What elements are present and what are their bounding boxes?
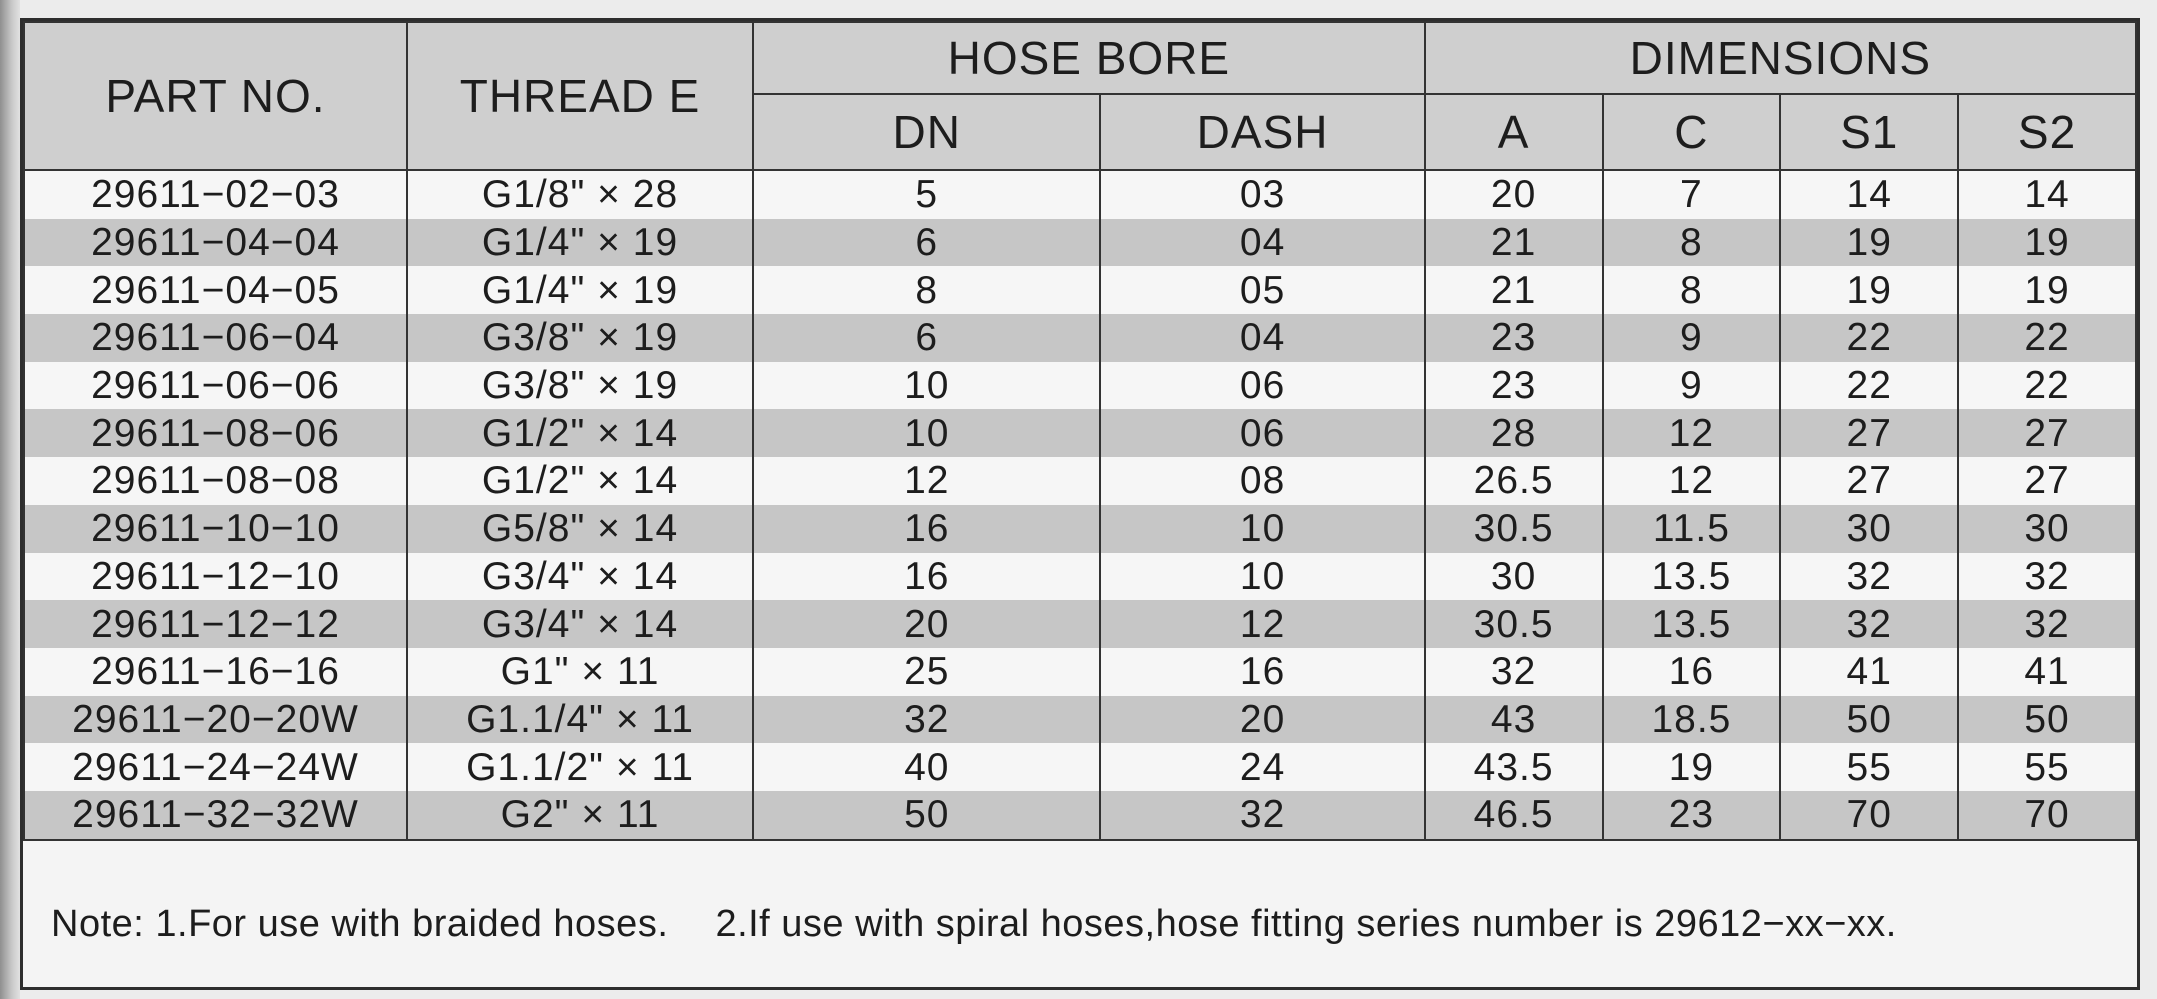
cell-dn: 5 (753, 170, 1100, 219)
cell-dn: 6 (753, 314, 1100, 362)
cell-s2: 41 (1958, 648, 2136, 696)
table-row (24, 457, 2136, 505)
page-edge-shadow (0, 0, 20, 999)
table-row (24, 170, 2136, 219)
cell-part-no: 29611−12−12 (24, 600, 407, 648)
cell-part-no: 29611−16−16 (24, 648, 407, 696)
table-row (24, 362, 2136, 410)
header-c: C (1603, 94, 1781, 170)
header-dimensions: DIMENSIONS (1425, 22, 2136, 94)
cell-dn: 16 (753, 553, 1100, 601)
cell-s2: 55 (1958, 743, 2136, 791)
cell-part-no: 29611−10−10 (24, 505, 407, 553)
cell-a: 46.5 (1425, 791, 1603, 840)
cell-c: 19 (1603, 743, 1781, 791)
cell-a: 21 (1425, 266, 1603, 314)
cell-s1: 55 (1780, 743, 1958, 791)
table-row (24, 553, 2136, 601)
header-s2: S2 (1958, 94, 2136, 170)
cell-part-no: 29611−06−06 (24, 362, 407, 410)
cell-a: 21 (1425, 219, 1603, 267)
table-row (24, 266, 2136, 314)
footnote-spiral: 2.If use with spiral hoses,hose fitting series number is 29612−xx−xx. (715, 903, 1897, 945)
cell-thread: G3/8" × 19 (407, 314, 753, 362)
cell-dash: 04 (1100, 219, 1424, 267)
cell-a: 23 (1425, 314, 1603, 362)
cell-dash: 10 (1100, 553, 1424, 601)
table-row (24, 648, 2136, 696)
cell-dn: 40 (753, 743, 1100, 791)
cell-s1: 41 (1780, 648, 1958, 696)
cell-part-no: 29611−04−04 (24, 219, 407, 267)
cell-c: 8 (1603, 266, 1781, 314)
cell-dash: 06 (1100, 409, 1424, 457)
cell-thread: G1/4" × 19 (407, 219, 753, 267)
cell-dash: 05 (1100, 266, 1424, 314)
cell-c: 11.5 (1603, 505, 1781, 553)
header-dn: DN (753, 94, 1100, 170)
cell-dn: 8 (753, 266, 1100, 314)
cell-dash: 08 (1100, 457, 1424, 505)
cell-s2: 30 (1958, 505, 2136, 553)
cell-s2: 27 (1958, 409, 2136, 457)
cell-dn: 50 (753, 791, 1100, 840)
cell-a: 43 (1425, 696, 1603, 744)
cell-c: 16 (1603, 648, 1781, 696)
cell-a: 30 (1425, 553, 1603, 601)
cell-c: 23 (1603, 791, 1781, 840)
table-row (24, 696, 2136, 744)
table-row (24, 505, 2136, 553)
cell-s2: 70 (1958, 791, 2136, 840)
cell-dn: 32 (753, 696, 1100, 744)
cell-dash: 24 (1100, 743, 1424, 791)
cell-s1: 27 (1780, 409, 1958, 457)
cell-part-no: 29611−32−32W (24, 791, 407, 840)
header-part-no: PART NO. (24, 22, 407, 170)
table-row (24, 600, 2136, 648)
cell-s1: 22 (1780, 362, 1958, 410)
cell-part-no: 29611−02−03 (24, 170, 407, 219)
header-dash: DASH (1100, 94, 1424, 170)
table-row (24, 219, 2136, 267)
cell-part-no: 29611−06−04 (24, 314, 407, 362)
cell-thread: G1/8" × 28 (407, 170, 753, 219)
cell-dn: 16 (753, 505, 1100, 553)
cell-c: 7 (1603, 170, 1781, 219)
cell-thread: G2" × 11 (407, 791, 753, 840)
footnote-braided: Note: 1.For use with braided hoses. (51, 903, 669, 945)
cell-dn: 6 (753, 219, 1100, 267)
cell-thread: G1.1/4" × 11 (407, 696, 753, 744)
cell-part-no: 29611−12−10 (24, 553, 407, 601)
cell-dash: 10 (1100, 505, 1424, 553)
cell-s1: 22 (1780, 314, 1958, 362)
cell-s1: 30 (1780, 505, 1958, 553)
cell-thread: G1/2" × 14 (407, 457, 753, 505)
cell-c: 8 (1603, 219, 1781, 267)
cell-dn: 10 (753, 409, 1100, 457)
cell-thread: G3/4" × 14 (407, 600, 753, 648)
cell-c: 13.5 (1603, 600, 1781, 648)
cell-s1: 70 (1780, 791, 1958, 840)
cell-thread: G1/4" × 19 (407, 266, 753, 314)
spec-sheet (20, 18, 2140, 990)
hose-fitting-spec-table (23, 21, 2137, 841)
cell-thread: G1" × 11 (407, 648, 753, 696)
cell-dash: 06 (1100, 362, 1424, 410)
cell-s2: 50 (1958, 696, 2136, 744)
cell-thread: G3/8" × 19 (407, 362, 753, 410)
cell-c: 9 (1603, 314, 1781, 362)
cell-thread: G1/2" × 14 (407, 409, 753, 457)
cell-c: 18.5 (1603, 696, 1781, 744)
cell-a: 32 (1425, 648, 1603, 696)
footnote (51, 903, 1897, 946)
cell-a: 43.5 (1425, 743, 1603, 791)
cell-part-no: 29611−04−05 (24, 266, 407, 314)
cell-s2: 19 (1958, 266, 2136, 314)
cell-part-no: 29611−08−06 (24, 409, 407, 457)
cell-s2: 22 (1958, 362, 2136, 410)
cell-dash: 04 (1100, 314, 1424, 362)
cell-s1: 19 (1780, 219, 1958, 267)
cell-s1: 27 (1780, 457, 1958, 505)
cell-thread: G3/4" × 14 (407, 553, 753, 601)
cell-dash: 20 (1100, 696, 1424, 744)
cell-dash: 12 (1100, 600, 1424, 648)
cell-dash: 03 (1100, 170, 1424, 219)
cell-c: 9 (1603, 362, 1781, 410)
table-row (24, 791, 2136, 840)
cell-s2: 27 (1958, 457, 2136, 505)
cell-dn: 25 (753, 648, 1100, 696)
cell-a: 30.5 (1425, 505, 1603, 553)
cell-a: 30.5 (1425, 600, 1603, 648)
cell-dn: 10 (753, 362, 1100, 410)
cell-s2: 19 (1958, 219, 2136, 267)
cell-s1: 50 (1780, 696, 1958, 744)
cell-part-no: 29611−24−24W (24, 743, 407, 791)
table-row (24, 409, 2136, 457)
cell-a: 23 (1425, 362, 1603, 410)
cell-c: 13.5 (1603, 553, 1781, 601)
cell-a: 20 (1425, 170, 1603, 219)
cell-a: 26.5 (1425, 457, 1603, 505)
header-hose-bore: HOSE BORE (753, 22, 1425, 94)
cell-s2: 14 (1958, 170, 2136, 219)
cell-s2: 32 (1958, 600, 2136, 648)
cell-part-no: 29611−20−20W (24, 696, 407, 744)
header-s1: S1 (1780, 94, 1958, 170)
table-row (24, 314, 2136, 362)
cell-part-no: 29611−08−08 (24, 457, 407, 505)
cell-thread: G1.1/2" × 11 (407, 743, 753, 791)
header-a: A (1425, 94, 1603, 170)
cell-dash: 32 (1100, 791, 1424, 840)
cell-c: 12 (1603, 409, 1781, 457)
cell-s1: 32 (1780, 600, 1958, 648)
cell-dn: 12 (753, 457, 1100, 505)
cell-a: 28 (1425, 409, 1603, 457)
header-thread: THREAD E (407, 22, 753, 170)
cell-s1: 19 (1780, 266, 1958, 314)
cell-c: 12 (1603, 457, 1781, 505)
cell-dash: 16 (1100, 648, 1424, 696)
cell-s2: 22 (1958, 314, 2136, 362)
cell-thread: G5/8" × 14 (407, 505, 753, 553)
cell-s1: 14 (1780, 170, 1958, 219)
cell-s1: 32 (1780, 553, 1958, 601)
table-row (24, 743, 2136, 791)
cell-dn: 20 (753, 600, 1100, 648)
cell-s2: 32 (1958, 553, 2136, 601)
